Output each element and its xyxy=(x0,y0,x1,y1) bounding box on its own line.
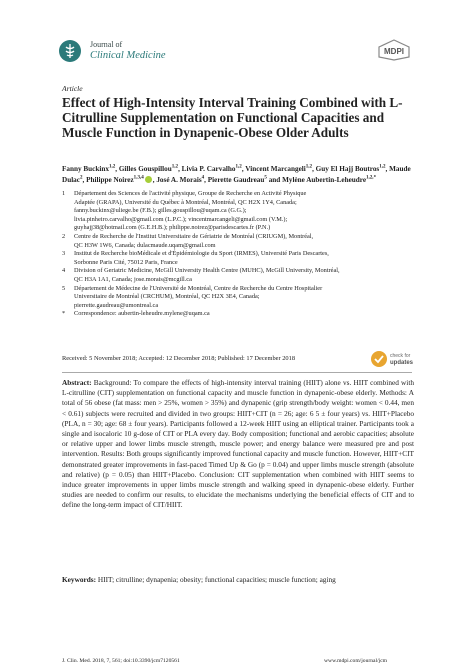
affiliation-line: Division of Geriatric Medicine, McGill University Health Centre (MUHC), McGill University, Montréal, xyxy=(74,267,340,275)
divider xyxy=(62,372,412,373)
affiliation-number: 1 xyxy=(62,190,66,197)
author-affiliation-marker: 5 xyxy=(264,175,267,181)
footer-url[interactable]: www.mdpi.com/journal/jcm xyxy=(324,658,388,664)
author-separator: , xyxy=(152,176,157,184)
check-updates-line1: check for xyxy=(390,353,411,359)
author-separator: , xyxy=(241,165,246,173)
author-affiliation-marker: 2 xyxy=(79,175,83,181)
author-affiliation-marker: 1,2 xyxy=(379,164,386,170)
affiliation-number: 2 xyxy=(62,232,66,240)
author-affiliation-marker: 1,2 xyxy=(171,164,179,170)
affiliation-item xyxy=(62,190,426,233)
article-type: Article xyxy=(62,84,83,93)
affiliation-line: QC H3W 1W6, Canada; dulacmaude.uqam@gmail.com xyxy=(74,241,216,249)
affiliation-line: QC H3A 1A1, Canada; jose.morais@mcgill.ca xyxy=(74,275,192,283)
affiliation-line: guyhajj38@hotmail.com (G.E.H.B.); philippe.noirez@parisdescartes.fr (P.N.) xyxy=(74,224,271,232)
keywords-label: Keywords: xyxy=(62,575,97,584)
author-name[interactable]: Pierette Gaudreau xyxy=(207,176,265,184)
author-list xyxy=(62,164,422,186)
author-name[interactable]: José A. Morais xyxy=(156,176,202,184)
author-name[interactable]: Vincent Marcangeli xyxy=(245,165,306,173)
check-for-updates-badge[interactable] xyxy=(370,348,414,370)
affiliation-number: 4 xyxy=(62,267,66,275)
keywords-text: HIIT; citrulline; dynapenia; obesity; functional capacities; muscle function; aging xyxy=(97,575,336,584)
journal-name[interactable]: Clinical Medicine xyxy=(90,50,166,61)
affiliation-number: 3 xyxy=(62,250,66,258)
author-affiliation-marker: 1,3,4 xyxy=(133,175,144,181)
author-name[interactable]: Philippe Noirez xyxy=(86,176,134,184)
abstract-label: Abstract: xyxy=(62,378,92,387)
author-separator: , xyxy=(178,165,182,173)
author-affiliation-marker: 1,2,* xyxy=(366,175,377,181)
author-separator: , xyxy=(115,165,119,173)
author-separator: , xyxy=(82,176,87,184)
affiliation-list xyxy=(62,190,426,319)
affiliation-line: livia.pinheiro.carvalho@gmail.com (L.P.C.); vincentmarcangeli@gmail.com (V.M.); xyxy=(74,215,288,223)
affiliation-item xyxy=(62,233,426,250)
author-affiliation-marker: 1,2 xyxy=(305,164,313,170)
author-name[interactable]: Mylène Aubertin-Leheudre xyxy=(282,176,367,184)
affiliation-line: Sorbonne Paris Cité, 75012 Paris, France xyxy=(74,258,178,266)
author-name[interactable]: Livia P. Carvalho xyxy=(181,165,236,173)
orcid-icon[interactable] xyxy=(145,176,152,183)
check-updates-line2: updates xyxy=(390,360,414,366)
author-affiliation-marker: 1,2 xyxy=(235,164,242,170)
affiliation-number: 5 xyxy=(62,284,66,292)
author-affiliation-marker: 4 xyxy=(201,175,205,181)
author-name[interactable]: Maude Dulac xyxy=(62,165,411,184)
affiliation-number: * xyxy=(62,310,66,318)
keywords xyxy=(62,575,414,585)
author-name[interactable]: Guy El Hajj Boutros xyxy=(315,165,380,173)
affiliation-item xyxy=(62,267,426,284)
affiliation-line: pierrette.gaudreau@umontreal.ca xyxy=(74,301,159,309)
affiliation-item xyxy=(62,285,426,311)
affiliation-line: Centre de Recherche de l'Institut Universitaire de Gériatrie de Montréal (CRIUGM), Montréal, xyxy=(74,232,314,240)
abstract xyxy=(62,378,414,511)
affiliation-item xyxy=(62,250,426,267)
author-name[interactable]: Gilles Gouspillou xyxy=(118,165,172,173)
author-separator: , xyxy=(204,176,208,184)
author-affiliation-marker: 1,2 xyxy=(108,164,116,170)
affiliation-item xyxy=(62,310,426,319)
article-title: Effect of High-Intensity Interval Training Combined with L-Citrulline Supplementation on Functional Capacities and Muscle Function in Dynapenic-Obese Older Adults xyxy=(62,95,403,141)
journal-logo-icon xyxy=(58,38,82,64)
mdpi-logo-text: MDPI xyxy=(384,47,404,56)
author-separator: and xyxy=(266,176,283,184)
author-name[interactable]: Fanny Buckinx xyxy=(62,165,109,173)
affiliation-line: Adaptée (GRAPA), Université du Québec à Montréal, Montréal, QC H2X 1Y4, Canada; xyxy=(74,198,297,206)
author-separator: , xyxy=(385,165,390,173)
affiliation-line: Universitaire de Montréal (CRCHUM), Montréal, QC H2X 3E4, Canada; xyxy=(74,293,260,301)
journal-of-label: Journal of xyxy=(90,40,123,49)
affiliation-line: fanny.buckinx@uliege.be (F.B.); gilles.gouspillou@uqam.ca (G.G.); xyxy=(74,207,247,215)
affiliation-line: Département de Médecine de l'Université de Montréal, Centre de Recherche du Centre Hospitalier xyxy=(74,284,323,292)
abstract-text: Background: To compare the effects of high-intensity interval training (HIIT) alone vs. HIIT combined with L-citrulline (CIT) supplementation on functional capacity and muscle function in dynapenic-obese elderly. Methods: A total of 56 obese (fat mass: men > 25%, women > 35%) and dynapenic (grip strength/body weight: women < 0.44, men < 0.61) subjects were recruited and divided in two groups: HIIT+CIT (n = 26; age: 6 5 ± four years) vs. HIIT+Placebo (PLA, n = 30; age: 68 ± four years). Participants followed a 12-week HIIT using an elliptical trainer. Participants took a single and isocaloric 10 g-dose of CIT or PLA every day. Body composition; functional and aerobic capacities; absolute or relative upper and lower limbs muscle strength, muscle power; and energy balance were measured pre and post intervention. Results: Both groups significantly improved functional capacity and muscle function. However, HIIT+CIT demonstrated greater improvements in fast-paced Timed Up & Go (p = 0.04) and upper limbs muscle strength (absolute and relative) (p = 0.05) than HIIT+Placebo. Conclusion: CIT supplementation when combined with HIIT seems to induce greater improvements in upper limbs muscle strength and walking speed in dynapenic-obese elderly. Further studies are needed to confirm our results, to elucidate the mechanisms underlying the beneficial effects of CIT and to define the long-term impact of CIT/HIIT. xyxy=(62,378,414,510)
author-separator: , xyxy=(312,165,316,173)
affiliation-line: Correspondence: aubertin-leheudre.mylene@uqam.ca xyxy=(74,310,210,318)
footer-citation: J. Clin. Med. 2018, 7, 561; doi:10.3390/jcm7120561 xyxy=(62,658,180,664)
mdpi-logo[interactable] xyxy=(377,39,411,61)
affiliation-line: Institut de Recherche bioMédicale et d'Épidémiologie du Sport (IRMES), Université Paris Descartes, xyxy=(74,250,329,258)
affiliation-line: Département des Sciences de l'activité physique, Groupe de Recherche en Activité Physique xyxy=(74,190,307,197)
publication-dates: Received: 5 November 2018; Accepted: 12 December 2018; Published: 17 December 2018 xyxy=(62,355,296,362)
